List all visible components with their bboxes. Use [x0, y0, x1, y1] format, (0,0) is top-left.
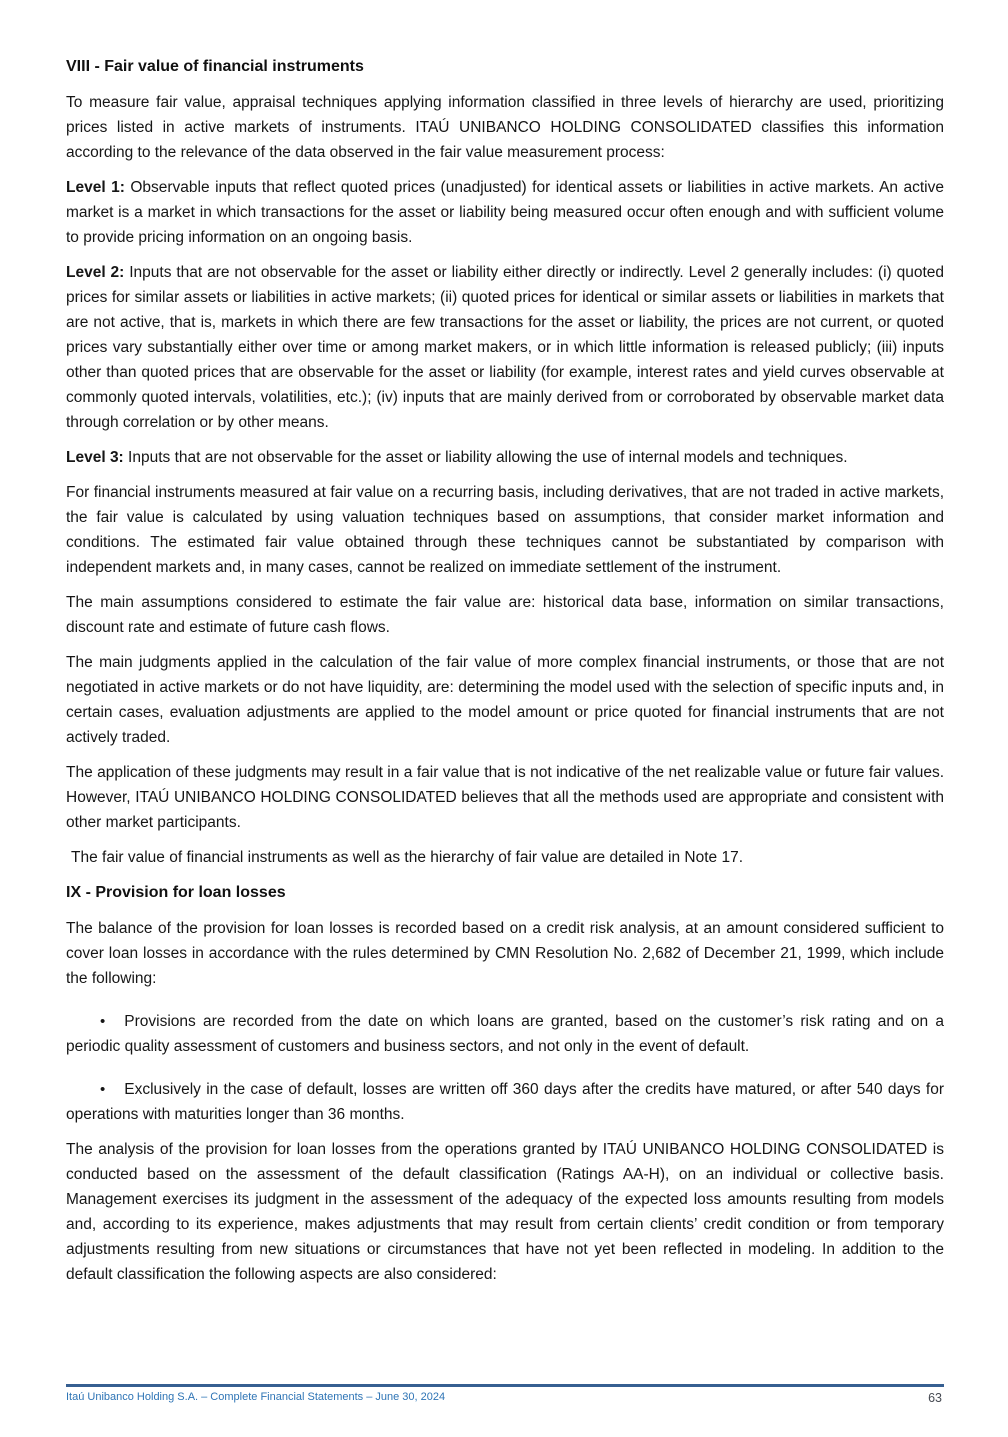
application-judgments-paragraph: The application of these judgments may result in a fair value that is not indicative of the net realizable value or future fair values. However, ITAÚ UNIBANCO HOLDING CONSOLIDATED believes that all the methods used are appropriate and consistent with other market participants.	[66, 764, 944, 831]
section-ix-intro-paragraph: The balance of the provision for loan losses is recorded based on a credit risk analysis, at an amount considered sufficient to cover loan losses in accordance with the rules determined by CMN Resolution No. 2,682 of December 21, 1999, which include the following:	[66, 920, 944, 987]
main-judgments-paragraph: The main judgments applied in the calculation of the fair value of more complex financial instruments, or those that are not negotiated in active markets or do not have liquidity, are: determining the model used with the selection of specific inputs and, in certain cases, evaluation adjustments are applied to the model amount or price quoted for financial instruments that are not actively traded.	[66, 654, 944, 746]
analysis-closing-paragraph: The analysis of the provision for loan losses from the operations granted by ITAÚ UNIBANCO HOLDING CONSOLIDATED is conducted based on the assessment of the default classification (Ratings AA-H), on an individual or collective basis. Management exercises its judgment in the assessment of the adequacy of the expected loss amounts resulting from models and, according to its experience, makes adjustments that may result from certain clients’ credit condition or from temporary adjustments resulting from new situations or circumstances that have not yet been reflected in modeling. In addition to the default classification the following aspects are also considered:	[66, 1141, 944, 1283]
level-3-label: Level 3:	[66, 449, 124, 466]
bullet-item-default	[66, 1077, 944, 1127]
page-content	[66, 54, 944, 1297]
level-1-paragraph	[66, 175, 944, 250]
level-2-label: Level 2:	[66, 264, 125, 281]
level-3-text: Inputs that are not observable for the asset or liability allowing the use of internal models and techniques.	[123, 449, 848, 466]
level-3-paragraph	[66, 445, 944, 470]
section-viii-heading: VIII - Fair value of financial instruments	[66, 58, 364, 75]
level-2-text: Inputs that are not observable for the asset or liability either directly or indirectly. Level 2 generally includes: (i) quoted prices for similar assets or liabilities in active markets; (ii) quoted prices for identical or similar assets or liabilities in markets that are not active, that is, markets in which there are few transactions for the asset or liability, the prices are not current, or quoted prices vary substantially either over time or among market makers, or in which little information is released publicly; (iii) inputs other than quoted prices that are observable for the asset or liability (for example, interest rates and yield curves observable at commonly quoted intervals, volatilities, etc.); (iv) inputs that are mainly derived from or corroborated by observable market data through correlation or by other means.	[66, 264, 944, 431]
footer-rule	[66, 1384, 944, 1387]
level-1-text: Observable inputs that reflect quoted prices (unadjusted) for identical assets or liabilities in active markets. An active market is a market in which transactions for the asset or liability being measured occur often enough and with sufficient volume to provide pricing information on an ongoing basis.	[66, 179, 944, 246]
level-1-label: Level 1:	[66, 179, 125, 196]
note-17-paragraph: The fair value of financial instruments as well as the hierarchy of fair value are detailed in Note 17.	[71, 849, 744, 866]
main-assumptions-paragraph: The main assumptions considered to estimate the fair value are: historical data base, information on similar transactions, discount rate and estimate of future cash flows.	[66, 594, 944, 636]
section-ix-heading: IX - Provision for loan losses	[66, 884, 286, 901]
bullet-icon: •	[100, 1013, 106, 1030]
bullet-item-provisions-text: Provisions are recorded from the date on which loans are granted, based on the customer’s risk rating and on a periodic quality assessment of customers and business sectors, and not only in the event of default.	[66, 1013, 944, 1055]
footer-text: Itaú Unibanco Holding S.A. – Complete Financial Statements – June 30, 2024	[66, 1391, 446, 1403]
recurring-basis-paragraph: For financial instruments measured at fair value on a recurring basis, including derivatives, that are not traded in active markets, the fair value is calculated by using valuation techniques based on assumptions, that consider market information and conditions. The estimated fair value obtained through these techniques cannot be substantiated by comparison with independent markets and, in many cases, cannot be realized on immediate settlement of the instrument.	[66, 484, 944, 576]
bullet-item-default-text: Exclusively in the case of default, losses are written off 360 days after the credits have matured, or after 540 days for operations with maturities longer than 36 months.	[66, 1081, 944, 1123]
level-2-paragraph	[66, 260, 944, 435]
bullet-item-provisions	[66, 1009, 944, 1059]
bullet-icon: •	[100, 1081, 106, 1098]
page-number: 63	[928, 1391, 942, 1405]
section-viii-intro-paragraph: To measure fair value, appraisal techniques applying information classified in three levels of hierarchy are used, prioritizing prices listed in active markets of instruments. ITAÚ UNIBANCO HOLDING CONSOLIDATED classifies this information according to the relevance of the data observed in the fair value measurement process:	[66, 94, 944, 161]
